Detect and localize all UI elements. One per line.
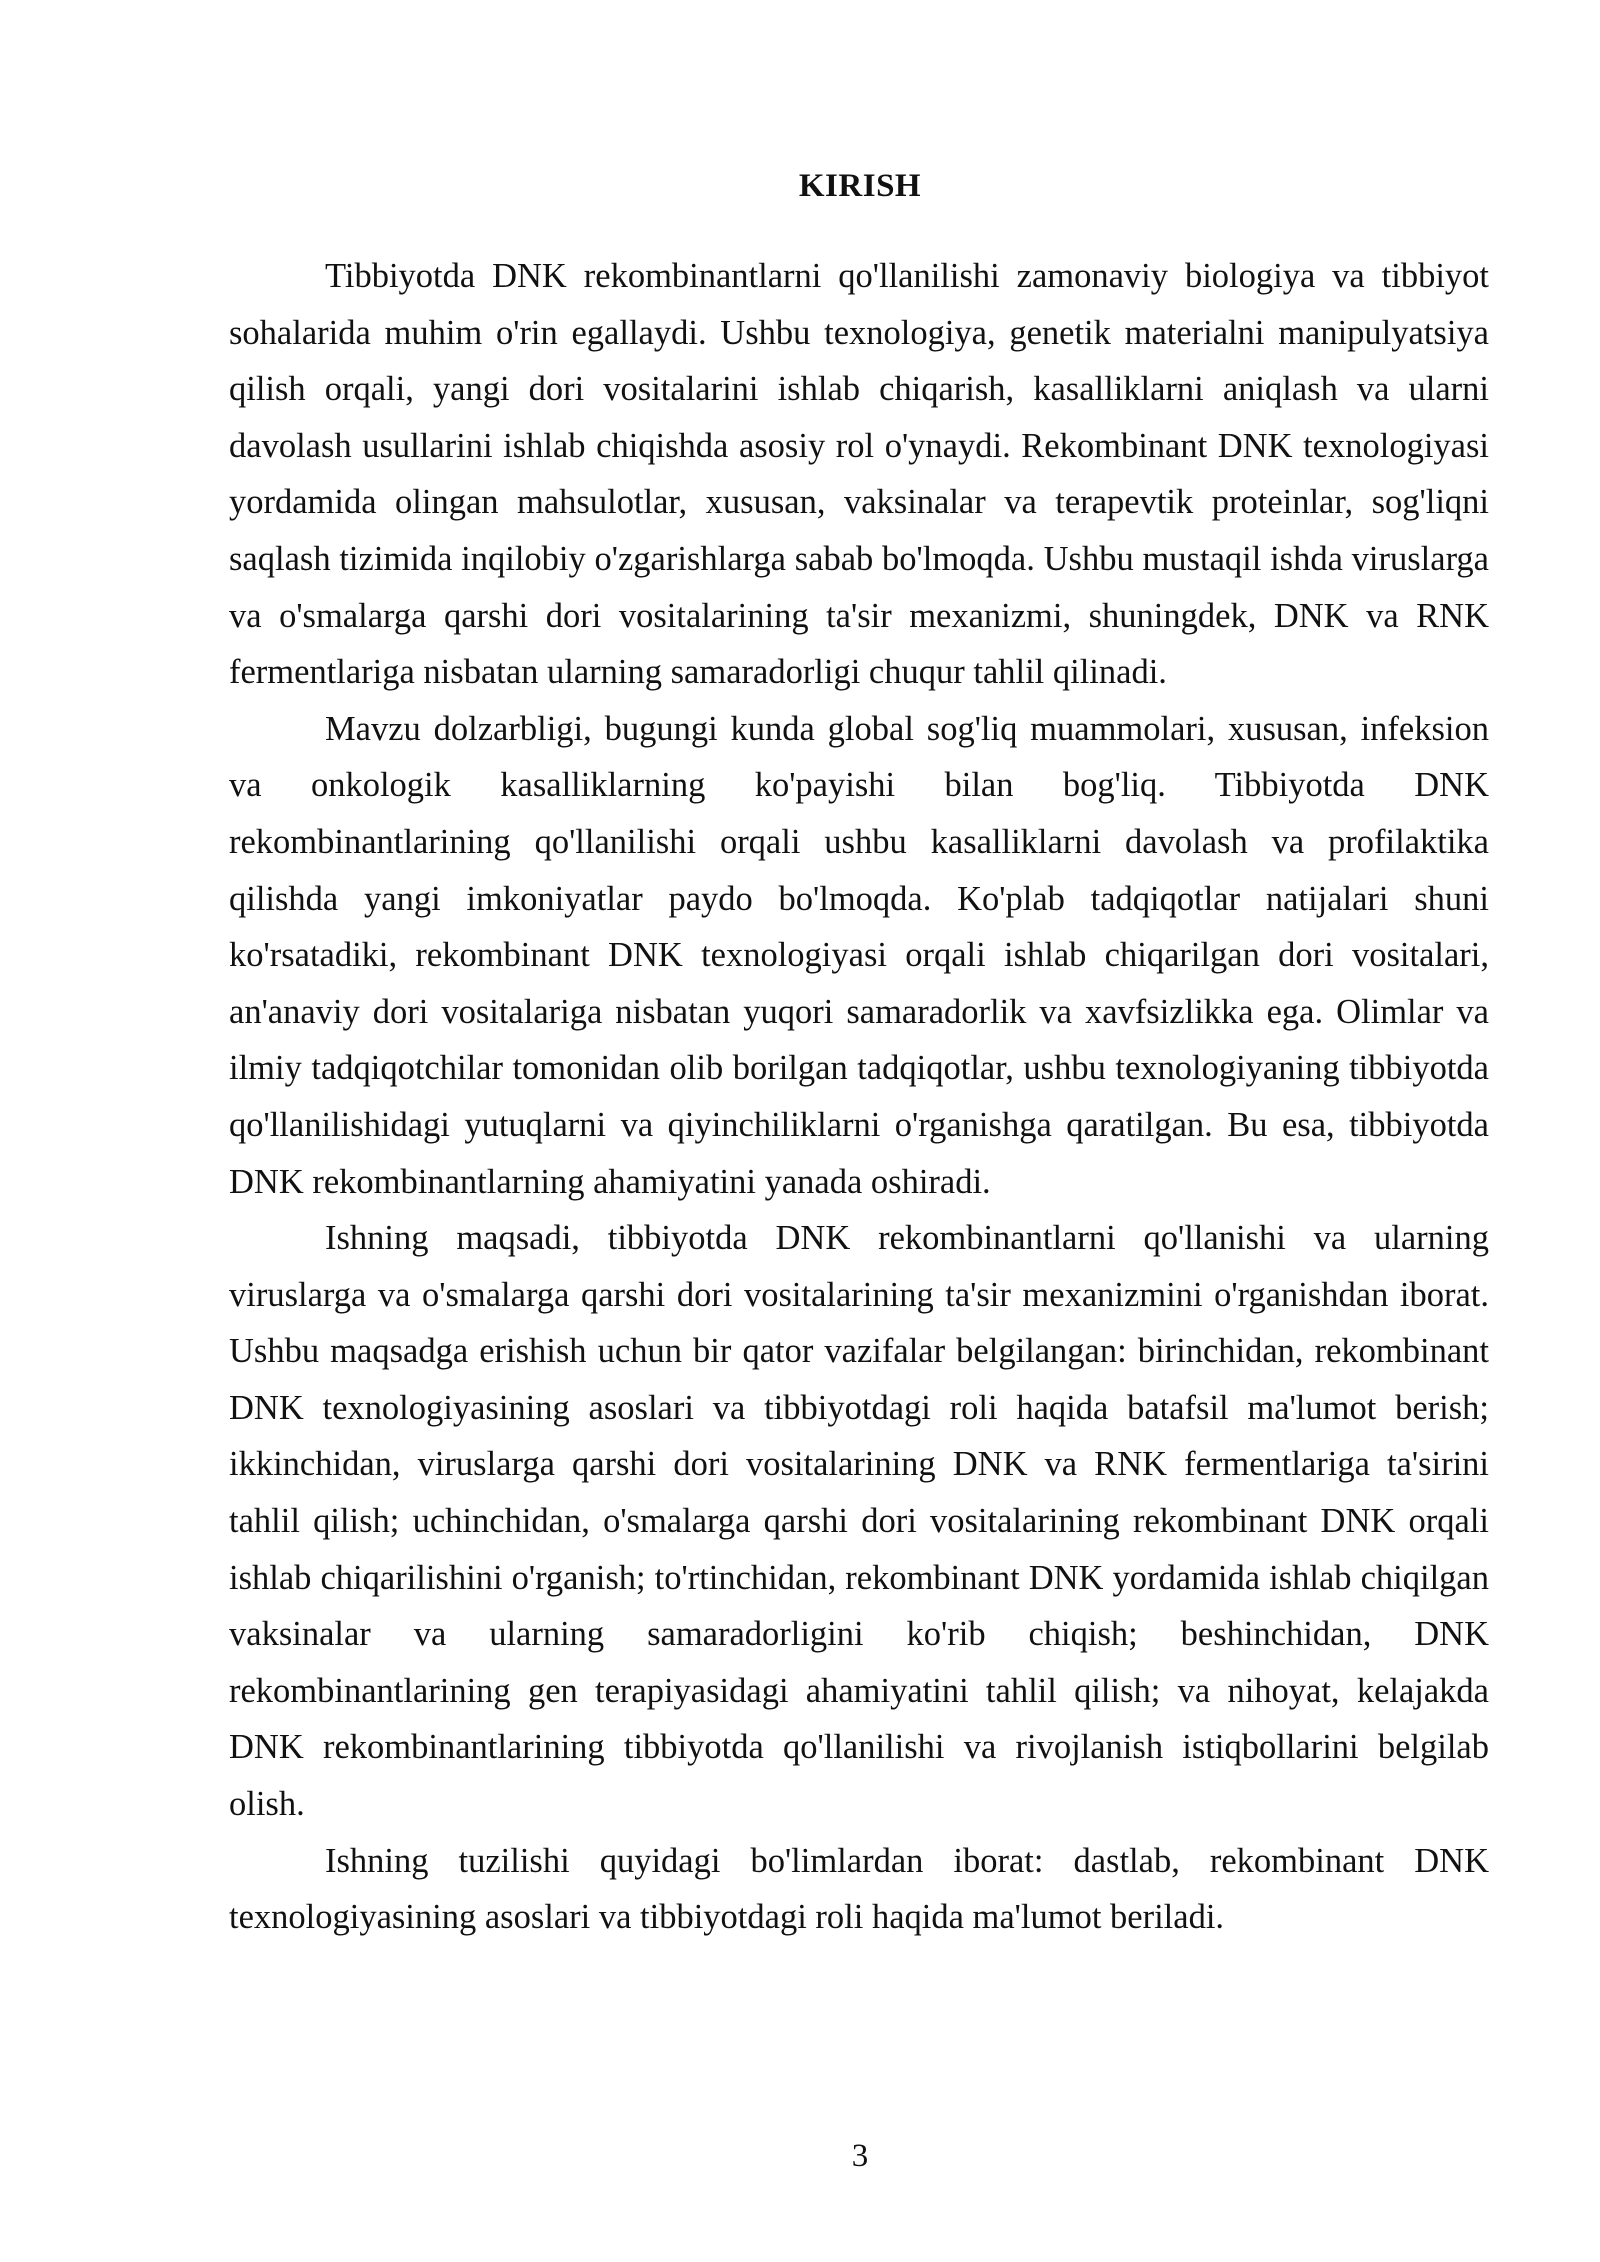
paragraph-structure: Ishning tuzilishi quyidagi bo'limlardan iborat: dastlab, rekombinant DNK texnologiyasining asoslari va tibbiyotdagi roli haqida ma'lumot beriladi.	[229, 1841, 1489, 1937]
paragraph-introduction: Tibbiyotda DNK rekombinantlarni qo'llanilishi zamonaviy biologiya va tibbiyot sohalarida muhim o'rin egallaydi. Ushbu texnologiya, genetik materialni manipulyatsiya qilish orqali, yangi dori vositalarini ishlab chiqarish, kasalliklarni aniqlash va ularni davolash usullarini ishlab chiqishda asosiy rol o'ynaydi. Rekombinant DNK texnologiyasi yordamida olingan mahsulotlar, xususan, vaksinalar va terapevtik proteinlar, sog'liqni saqlash tizimida inqilobiy o'zgarishlarga sabab bo'lmoqda. Ushbu mustaqil ishda viruslarga va o'smalarga qarshi dori vositalarining ta'sir mexanizmi, shuningdek, DNK va RNK fermentlariga nisbatan ularning samaradorligi chuqur tahlil qilinadi.	[229, 257, 1489, 692]
body-text	[229, 248, 1489, 1946]
page-heading: KIRISH	[798, 168, 922, 204]
paragraph-objective: Ishning maqsadi, tibbiyotda DNK rekombinantlarni qo'llanishi va ularning viruslarga va o'smalarga qarshi dori vositalarining ta'sir mexanizmini o'rganishdan iborat. Ushbu maqsadga erishish uchun bir qator vazifalar belgilangan: birinchidan, rekombinant DNK texnologiyasining asoslari va tibbiyotdagi roli haqida batafsil ma'lumot berish; ikkinchidan, viruslarga qarshi dori vositalarining DNK va RNK fermentlariga ta'sirini tahlil qilish; uchinchidan, o'smalarga qarshi dori vositalarining rekombinant DNK orqali ishlab chiqarilishini o'rganish; to'rtinchidan, rekombinant DNK yordamida ishlab chiqilgan vaksinalar va ularning samaradorligini ko'rib chiqish; beshinchidan, DNK rekombinantlarining gen terapiyasidagi ahamiyatini tahlil qilish; va nihoyat, kelajakda DNK rekombinantlarining tibbiyotda qo'llanilishi va rivojlanish istiqbollarini belgilab olish.	[229, 1219, 1489, 1824]
paragraph-relevance: Mavzu dolzarbligi, bugungi kunda global sog'liq muammolari, xususan, infeksion va onkologik kasalliklarning ko'payishi bilan bog'liq. Tibbiyotda DNK rekombinantlarining qo'llanilishi orqali ushbu kasalliklarni davolash va profilaktika qilishda yangi imkoniyatlar paydo bo'lmoqda. Ko'plab tadqiqotlar natijalari shuni ko'rsatadiki, rekombinant DNK texnologiyasi orqali ishlab chiqarilgan dori vositalari, an'anaviy dori vositalariga nisbatan yuqori samaradorlik va xavfsizlikka ega. Olimlar va ilmiy tadqiqotchilar tomonidan olib borilgan tadqiqotlar, ushbu texnologiyaning tibbiyotda qo'llanilishidagi yutuqlarni va qiyinchiliklarni o'rganishga qaratilgan. Bu esa, tibbiyotda DNK rekombinantlarning ahamiyatini yanada oshiradi.	[229, 709, 1489, 1201]
page-number: 3	[851, 2138, 869, 2174]
